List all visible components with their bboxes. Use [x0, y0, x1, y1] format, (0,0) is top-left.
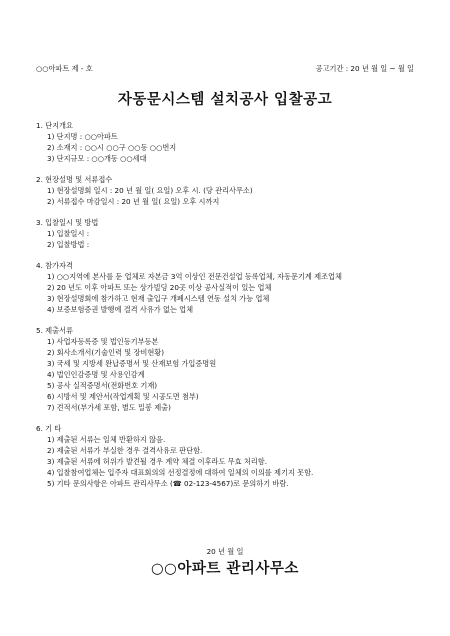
notice-section	[36, 423, 426, 489]
footer-date: 20 년 월 일	[206, 547, 244, 556]
notice-period: 공고기간 : 20 년 월 일 ~ 월 일	[315, 64, 414, 73]
section-item: 2) 서류접수 마감일시 : 20 년 월 일( 요일) 오후 시까지	[47, 197, 220, 206]
section-item: 1) ○○지역에 본사를 둔 업체로 자본금 3억 이상인 전문건설업 등록업체, 자동문기계 제조업체	[47, 272, 342, 281]
section-item: 4) 법인인감증명 및 사용인감계	[47, 370, 145, 379]
section-item: 2) 20 년도 이후 아파트 또는 상가빌딩 20곳 이상 공사실적이 있는 업체	[47, 283, 272, 292]
section-item: 4) 입찰참여업체는 입주자 대표회의의 선정결정에 대하여 일체의 이의를 제기지 못함.	[47, 468, 314, 477]
section-item: 3) 단지규모 : ○○개동 ○○세대	[47, 154, 147, 163]
notice-section	[36, 217, 426, 250]
section-item: 1) 단지명 : ○○아파트	[47, 132, 118, 141]
section-title: 4. 참가자격	[36, 261, 73, 270]
section-item: 2) 제출된 서류가 부실한 경우 결격사유로 판단함.	[47, 446, 203, 455]
notice-section	[36, 325, 426, 413]
section-item: 5) 기타 문의사항은 아파트 관리사무소 (☎ 02-123-4567)로 문의하기 바람.	[47, 479, 289, 488]
section-item: 4) 보증보험증권 발행에 결격 사유가 없는 업체	[47, 305, 194, 314]
footer-organization: ○○아파트 관리사무소	[151, 561, 299, 577]
section-item: 2) 입찰방법 :	[47, 240, 90, 249]
section-item: 2) 회사소개서(기술인력 및 장비현황)	[47, 348, 165, 357]
section-item: 1) 사업자등록증 및 법인등기부등본	[47, 337, 159, 346]
section-title: 3. 입찰일시 및 방법	[36, 218, 99, 227]
section-title: 5. 제출서류	[36, 326, 73, 335]
page-title: 자동문시스템 설치공사 입찰공고	[117, 92, 333, 108]
section-item: 1) 제출된 서류는 일체 반환하지 않음.	[47, 435, 166, 444]
notice-body	[36, 120, 426, 499]
section-item: 5) 공사 실적증명서(전화번호 기재)	[47, 381, 158, 390]
section-title: 6. 기 타	[36, 424, 62, 433]
notice-section	[36, 260, 426, 315]
notice-section	[36, 174, 426, 207]
section-item: 2) 소재지 : ○○시 ○○구 ○○동 ○○번지	[47, 143, 177, 152]
notice-number: ○○아파트 제 - 호	[36, 64, 93, 73]
section-item: 1) 입찰일시 :	[47, 229, 90, 238]
section-item: 7) 견적서(부가세 포함, 별도 밀봉 제출)	[47, 403, 171, 412]
section-item: 3) 국세 및 지방세 완납증명서 및 산재보험 가입증명원	[47, 359, 217, 368]
section-title: 2. 현장설명 및 서류접수	[36, 175, 113, 184]
notice-section	[36, 120, 426, 164]
section-item: 6) 시방서 및 제안서(작업계획 및 시공도면 첨부)	[47, 392, 199, 401]
section-title: 1. 단지개요	[36, 121, 73, 130]
section-item: 3) 현장설명회에 참가하고 현재 출입구 개폐시스템 연동 설치 가능 업체	[47, 294, 270, 303]
section-item: 1) 현장설명회 일시 : 20 년 월 일( 요일) 오후 시. (당 관리사무소)	[47, 186, 253, 195]
section-item: 3) 제출된 서류에 허위가 발견될 경우 계약 체결 이후라도 무효 처리함.	[47, 457, 267, 466]
